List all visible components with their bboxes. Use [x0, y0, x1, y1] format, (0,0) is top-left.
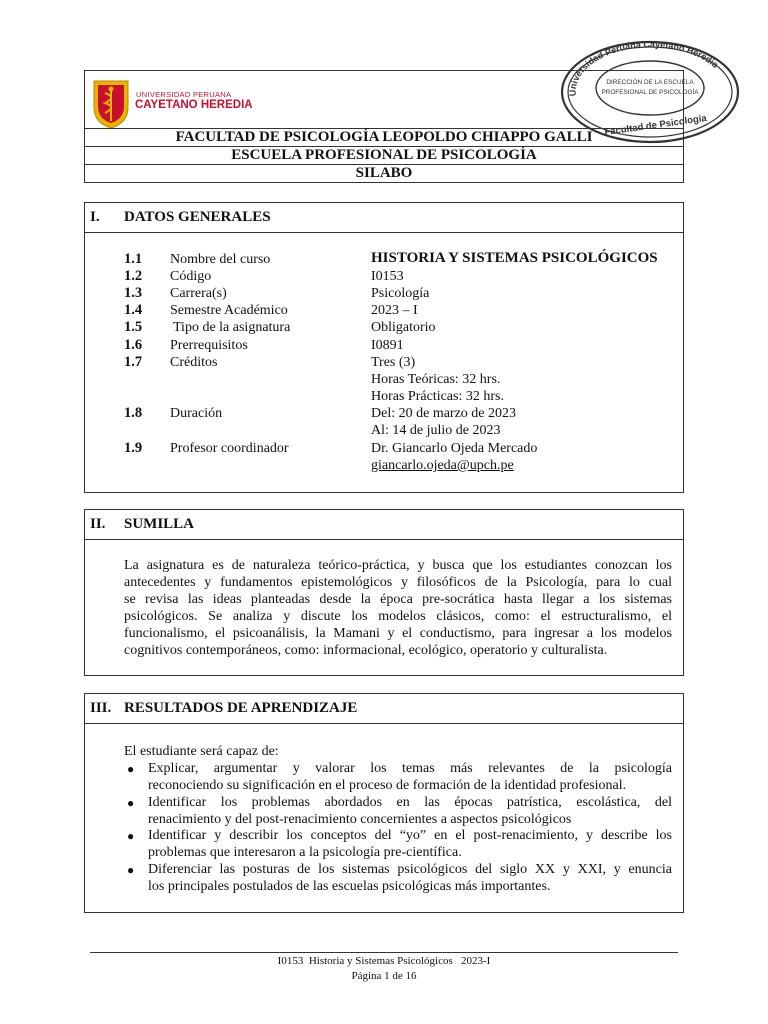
section-number: I. [90, 209, 100, 225]
item-label: Código [170, 269, 212, 284]
list-item [148, 827, 672, 861]
text-line: reconociendo su significación en el proceso de formación de la identidad profesional. [148, 778, 627, 793]
text-line: psicológicos. Se analiza y discute los modelos clásicos, como: el estructuralismo, el [124, 609, 672, 624]
item-number: 1.4 [124, 302, 143, 318]
text-line: los principales postulados de las escuelas psicológicas más importantes. [148, 879, 551, 894]
item-value: Psicología [371, 286, 430, 301]
text-line: Identificar y describir los conceptos del “yo” en el post-renacimiento, y describe los [148, 828, 672, 843]
item-number: 1.7 [124, 354, 143, 370]
item-value: Tres (3) [371, 355, 416, 370]
footer-rule [90, 952, 678, 953]
svg-text:Universidad Peruana Cayetano H [568, 39, 721, 96]
stamp-center-line1: DIRECCIÓN DE LA ESCUELA [606, 79, 694, 86]
item-value: Dr. Giancarlo Ojeda Mercado [371, 441, 538, 456]
list-item [148, 861, 672, 895]
item-label: Carrera(s) [170, 286, 227, 301]
section-number: III. [90, 700, 112, 716]
university-logo [92, 77, 262, 129]
school-title: ESCUELA PROFESIONAL DE PSICOLOGÍA [231, 147, 537, 163]
item-number: 1.1 [124, 251, 143, 267]
item-value: 2023 – I [371, 303, 418, 318]
email-link[interactable]: giancarlo.ojeda@upch.pe [371, 458, 514, 473]
item-label: Nombre del curso [170, 252, 271, 267]
item-value: Del: 20 de marzo de 2023 [371, 406, 517, 421]
list-item [148, 760, 672, 794]
text-line: se revisa las ideas planteadas desde la época pre-socrática hasta llegar a los sistemas [124, 592, 672, 607]
sumilla-text [124, 557, 672, 659]
footer-course-ref: I0153 Historia y Sistemas Psicológicos 2023-I [277, 955, 491, 967]
item-value: I0153 [371, 269, 404, 284]
text-line: Identificar los problemas abordados en las épocas patrística, escolástica, del [148, 795, 672, 810]
horas-teoricas: Horas Teóricas: 32 hrs. [371, 372, 501, 387]
text-line: Explicar, argumentar y valorar los temas más relevantes de la psicología [148, 761, 672, 776]
text-line: antecedentes y fundamentos epistemológicos y filosóficos de la Psicología, para lo cual [124, 575, 672, 590]
text-line: La asignatura es de naturaleza teórico-práctica, y busca que los estudiantes conozcan los [124, 558, 672, 573]
logo-line2: CAYETANO HEREDIA [135, 99, 253, 111]
shield-icon [92, 77, 130, 129]
text-line: cognitivos contemporáneos, como: informacional, ecológico, operatorio y culturalista. [124, 643, 608, 658]
bullet-icon: ● [127, 829, 135, 843]
page-number: Página 1 de 16 [351, 970, 417, 982]
faculty-title: FACULTAD DE PSICOLOGÍA LEOPOLDO CHIAPPO GALLI [175, 129, 593, 145]
item-label: Duración [170, 406, 223, 421]
section-title: DATOS GENERALES [124, 209, 271, 225]
section-number: II. [90, 516, 106, 532]
text-line: renacimiento y del post-renacimiento concernientes a aspectos psicológicos [148, 812, 572, 827]
item-value: I0891 [371, 338, 404, 353]
resultados-intro: El estudiante será capaz de: [124, 744, 279, 759]
item-number: 1.6 [124, 337, 143, 353]
fecha-fin: Al: 14 de julio de 2023 [371, 423, 501, 438]
stamp-bottom-text: Facultad de Psicología [603, 112, 708, 139]
bullet-icon: ● [127, 796, 135, 810]
logo-line1: UNIVERSIDAD PERUANA [136, 90, 232, 99]
bullet-icon: ● [127, 863, 135, 877]
doc-type-title: SILABO [355, 165, 413, 181]
item-label: Semestre Académico [170, 303, 288, 318]
text-line: Diferenciar las posturas de los sistemas psicológicos del siglo XX y XXI, y enuncia [148, 862, 672, 877]
section-title: SUMILLA [124, 516, 195, 532]
item-number: 1.9 [124, 440, 143, 456]
bullet-icon: ● [127, 762, 135, 776]
horas-practicas: Horas Prácticas: 32 hrs. [371, 389, 504, 404]
item-number: 1.5 [124, 319, 143, 335]
item-label: Créditos [170, 355, 218, 370]
section-title: RESULTADOS DE APRENDIZAJE [124, 700, 358, 716]
item-number: 1.2 [124, 268, 143, 284]
item-value: Obligatorio [371, 320, 436, 335]
course-name: HISTORIA Y SISTEMAS PSICOLÓGICOS [371, 250, 658, 266]
item-label: Profesor coordinador [170, 441, 289, 456]
list-item [148, 794, 672, 828]
item-number: 1.3 [124, 285, 143, 301]
item-label: Tipo de la asignatura [173, 320, 291, 335]
text-line: funcionalismo, el psicoanálisis, la Mamani y el conductismo, para ingresar a los modelos [124, 626, 672, 641]
stamp-arc-text: Universidad Peruana Cayetano Heredia [567, 39, 721, 97]
stamp-center-line2: PROFESIONAL DE PSICOLOGÍA [601, 89, 699, 96]
item-label: Prerrequisitos [170, 338, 248, 353]
item-number: 1.8 [124, 405, 143, 421]
text-line: problemas que interesaron a la psicología pre-científica. [148, 845, 462, 860]
